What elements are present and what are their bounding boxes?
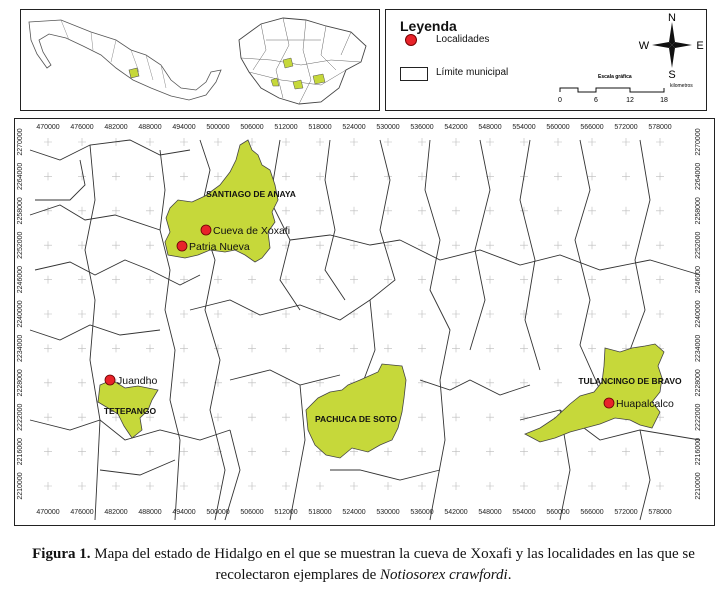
y-tick-label-right: 2270000 xyxy=(695,128,702,156)
grid-cross xyxy=(316,344,324,352)
grid-cross xyxy=(214,310,222,318)
grid-cross xyxy=(112,482,120,490)
grid-cross xyxy=(112,448,120,456)
y-tick-label-left: 2222000 xyxy=(17,403,24,431)
x-tick-label-top: 488000 xyxy=(138,124,162,131)
grid-cross xyxy=(282,172,290,180)
grid-cross xyxy=(520,207,528,215)
grid-cross xyxy=(622,482,630,490)
x-tick-label-top: 530000 xyxy=(376,124,400,131)
grid-cross xyxy=(146,482,154,490)
legend-title: Leyenda xyxy=(400,18,457,34)
grid-cross xyxy=(384,310,392,318)
grid-cross xyxy=(486,138,494,146)
x-tick-label-bottom: 470000 xyxy=(36,509,60,516)
grid-cross xyxy=(588,344,596,352)
grid-cross xyxy=(656,276,664,284)
y-tick-label-right: 2234000 xyxy=(695,334,702,363)
grid-cross xyxy=(452,413,460,421)
grid-cross xyxy=(350,172,358,180)
grid-cross xyxy=(520,276,528,284)
y-tick-label-left: 2210000 xyxy=(17,472,24,500)
grid-cross xyxy=(554,379,562,387)
grid-cross xyxy=(384,138,392,146)
grid-cross xyxy=(588,172,596,180)
x-tick-label-bottom: 524000 xyxy=(342,509,366,516)
grid-cross xyxy=(418,207,426,215)
grid-cross xyxy=(44,344,52,352)
grid-cross xyxy=(112,207,120,215)
grid-cross xyxy=(452,207,460,215)
x-tick-label-top: 518000 xyxy=(308,124,332,131)
label-santiago-de-anaya: SANTIAGO DE ANAYA xyxy=(206,189,296,199)
grid-cross xyxy=(452,344,460,352)
x-tick-label-bottom: 554000 xyxy=(512,509,536,516)
grid-cross xyxy=(282,448,290,456)
grid-cross xyxy=(44,379,52,387)
grid-cross xyxy=(384,276,392,284)
compass-s: S xyxy=(668,69,676,81)
grid-cross xyxy=(520,344,528,352)
grid-cross xyxy=(78,448,86,456)
grid-cross xyxy=(44,448,52,456)
grid-cross xyxy=(418,344,426,352)
x-tick-label-bottom: 494000 xyxy=(172,509,196,516)
grid-cross xyxy=(622,207,630,215)
grid-cross xyxy=(486,207,494,215)
compass-e: E xyxy=(696,40,704,52)
x-tick-label-top: 506000 xyxy=(240,124,264,131)
grid-cross xyxy=(554,344,562,352)
grid-cross xyxy=(316,241,324,249)
x-tick-label-bottom: 482000 xyxy=(104,509,128,516)
grid-cross xyxy=(486,413,494,421)
grid-cross xyxy=(316,276,324,284)
y-tick-label-right: 2222000 xyxy=(695,403,702,431)
x-tick-label-top: 560000 xyxy=(546,124,570,131)
grid-cross xyxy=(486,482,494,490)
x-tick-label-top: 572000 xyxy=(614,124,638,131)
grid-cross xyxy=(146,310,154,318)
grid-cross xyxy=(146,344,154,352)
grid-cross xyxy=(248,379,256,387)
grid-cross xyxy=(180,482,188,490)
grid-cross xyxy=(44,276,52,284)
grid-cross xyxy=(248,413,256,421)
grid-cross xyxy=(44,241,52,249)
grid-cross xyxy=(78,276,86,284)
grid-cross xyxy=(520,482,528,490)
x-tick-label-bottom: 548000 xyxy=(478,509,502,516)
grid-cross xyxy=(554,241,562,249)
grid-cross xyxy=(350,241,358,249)
grid-cross xyxy=(520,138,528,146)
grid-cross xyxy=(146,448,154,456)
grid-cross xyxy=(180,310,188,318)
y-tick-label-left: 2240000 xyxy=(17,300,24,328)
grid-cross xyxy=(622,138,630,146)
x-tick-label-top: 578000 xyxy=(648,124,672,131)
locality-label-juandho: Juandho xyxy=(117,375,158,387)
x-tick-label-bottom: 530000 xyxy=(376,509,400,516)
y-tick-label-left: 2264000 xyxy=(17,162,24,191)
x-tick-label-top: 476000 xyxy=(70,124,94,131)
grid-cross xyxy=(146,276,154,284)
compass-n: N xyxy=(668,12,676,24)
tulancingo-de-bravo-area xyxy=(525,344,664,442)
grid-cross xyxy=(452,448,460,456)
grid-cross xyxy=(520,241,528,249)
legend-localities-label: Localidades xyxy=(436,34,490,45)
scale-tick-18: 18 xyxy=(660,97,668,104)
grid-cross xyxy=(146,207,154,215)
grid-cross xyxy=(214,413,222,421)
x-tick-label-bottom: 518000 xyxy=(308,509,332,516)
locality-marker-huapalcalco xyxy=(604,398,614,408)
x-tick-label-top: 470000 xyxy=(36,124,60,131)
grid-cross xyxy=(486,241,494,249)
grid-cross xyxy=(656,448,664,456)
grid-cross xyxy=(554,310,562,318)
x-tick-label-top: 524000 xyxy=(342,124,366,131)
grid-cross xyxy=(486,310,494,318)
pachuca-de-soto-area xyxy=(306,364,406,458)
grid-cross xyxy=(78,207,86,215)
grid-cross xyxy=(656,482,664,490)
x-tick-label-bottom: 572000 xyxy=(614,509,638,516)
grid-cross xyxy=(384,207,392,215)
grid-cross xyxy=(112,310,120,318)
grid-cross xyxy=(656,138,664,146)
x-tick-label-bottom: 566000 xyxy=(580,509,604,516)
grid-cross xyxy=(78,310,86,318)
grid-cross xyxy=(554,172,562,180)
x-tick-label-top: 554000 xyxy=(512,124,536,131)
grid-cross xyxy=(588,276,596,284)
label-pachuca-de-soto: PACHUCA DE SOTO xyxy=(314,414,398,424)
grid-cross xyxy=(214,344,222,352)
grid-cross xyxy=(180,172,188,180)
grid-cross xyxy=(418,138,426,146)
grid-cross xyxy=(248,448,256,456)
grid-cross xyxy=(146,172,154,180)
grid-cross xyxy=(622,448,630,456)
grid-cross xyxy=(622,172,630,180)
locality-label-patria-nueva: Patria Nueva xyxy=(189,241,250,253)
grid-cross xyxy=(486,276,494,284)
locality-marker-juandho xyxy=(105,375,115,385)
grid-cross xyxy=(78,138,86,146)
grid-cross xyxy=(350,276,358,284)
x-tick-label-top: 566000 xyxy=(580,124,604,131)
scale-tick-0: 0 xyxy=(558,97,562,104)
grid-cross xyxy=(418,413,426,421)
scale-tick-6: 6 xyxy=(594,97,598,104)
grid-cross xyxy=(350,344,358,352)
grid-cross xyxy=(384,482,392,490)
x-tick-label-top: 494000 xyxy=(172,124,196,131)
legend-boundary-label: Límite municipal xyxy=(436,67,509,78)
grid-cross xyxy=(520,448,528,456)
y-axis-left xyxy=(17,128,24,499)
x-axis-top xyxy=(36,124,671,131)
grid-cross xyxy=(316,138,324,146)
x-tick-label-top: 500000 xyxy=(206,124,230,131)
y-tick-label-right: 2246000 xyxy=(695,265,702,294)
x-tick-label-top: 548000 xyxy=(478,124,502,131)
grid-cross xyxy=(452,276,460,284)
grid-cross xyxy=(656,172,664,180)
grid-cross xyxy=(452,482,460,490)
grid-cross xyxy=(622,241,630,249)
grid-cross xyxy=(78,344,86,352)
grid-cross xyxy=(248,276,256,284)
grid-cross xyxy=(146,241,154,249)
grid-cross xyxy=(418,482,426,490)
grid-cross xyxy=(180,448,188,456)
grid-cross xyxy=(350,482,358,490)
caption-label: Figura 1. xyxy=(32,546,91,562)
grid-cross xyxy=(78,482,86,490)
y-tick-label-right: 2228000 xyxy=(695,369,702,397)
x-tick-label-bottom: 560000 xyxy=(546,509,570,516)
scale-tick-12: 12 xyxy=(626,97,634,104)
grid-cross xyxy=(214,276,222,284)
grid-cross xyxy=(588,448,596,456)
label-tulancingo-de-bravo: TULANCINGO DE BRAVO xyxy=(578,376,682,386)
y-tick-label-left: 2270000 xyxy=(17,128,24,156)
grid-cross xyxy=(282,344,290,352)
y-tick-label-right: 2240000 xyxy=(695,300,702,328)
scale-title: Escala gráfica xyxy=(598,74,632,80)
grid-cross xyxy=(44,138,52,146)
grid-cross xyxy=(78,413,86,421)
x-tick-label-bottom: 488000 xyxy=(138,509,162,516)
grid-cross xyxy=(350,207,358,215)
grid-cross xyxy=(350,138,358,146)
grid-cross xyxy=(418,172,426,180)
y-tick-label-left: 2228000 xyxy=(17,369,24,397)
grid-cross xyxy=(180,379,188,387)
grid-cross xyxy=(282,379,290,387)
x-tick-label-bottom: 476000 xyxy=(70,509,94,516)
compass-w: W xyxy=(638,40,650,52)
scale-unit: kilometros xyxy=(670,83,693,89)
municipal-boundaries xyxy=(30,140,700,520)
x-tick-label-top: 536000 xyxy=(410,124,434,131)
grid-cross xyxy=(44,413,52,421)
figure-caption xyxy=(0,544,727,586)
y-tick-label-left: 2252000 xyxy=(17,231,24,259)
grid-cross xyxy=(282,413,290,421)
x-axis-bottom xyxy=(36,509,671,516)
grid-cross xyxy=(214,172,222,180)
y-tick-label-left: 2216000 xyxy=(17,437,24,466)
label-tetepango: TETEPANGO xyxy=(103,406,157,416)
grid-cross xyxy=(282,207,290,215)
y-tick-label-left: 2246000 xyxy=(17,265,24,294)
grid-cross xyxy=(44,310,52,318)
grid-cross xyxy=(44,482,52,490)
locality-label-cueva-de-xoxafi: Cueva de Xoxafi xyxy=(213,225,291,237)
grid-cross xyxy=(554,482,562,490)
grid-cross xyxy=(316,207,324,215)
caption-text: Mapa del estado de Hidalgo en el que se muestran la cueva de Xoxafi y las localidades en las que se recolectaron ejemplares de xyxy=(94,546,695,583)
caption-species: Notiosorex crawfordi xyxy=(380,567,508,583)
grid-cross xyxy=(452,138,460,146)
grid-cross xyxy=(316,172,324,180)
grid-cross xyxy=(656,310,664,318)
grid-cross xyxy=(588,482,596,490)
grid-cross xyxy=(452,310,460,318)
grid-cross xyxy=(248,344,256,352)
grid-cross xyxy=(418,276,426,284)
grid-cross xyxy=(656,207,664,215)
grid-cross xyxy=(588,241,596,249)
x-tick-label-bottom: 512000 xyxy=(274,509,298,516)
grid-cross xyxy=(282,482,290,490)
grid-cross xyxy=(282,276,290,284)
grid-cross xyxy=(418,379,426,387)
grid-cross xyxy=(622,276,630,284)
grid-cross xyxy=(588,138,596,146)
grid-cross xyxy=(146,138,154,146)
grid-cross xyxy=(112,344,120,352)
y-tick-label-left: 2258000 xyxy=(17,197,24,225)
grid-cross xyxy=(588,207,596,215)
grid-cross xyxy=(622,310,630,318)
grid-cross xyxy=(452,172,460,180)
grid-cross xyxy=(78,172,86,180)
grid-cross xyxy=(452,241,460,249)
grid-cross xyxy=(180,413,188,421)
x-tick-label-bottom: 536000 xyxy=(410,509,434,516)
grid-cross xyxy=(418,241,426,249)
grid-cross xyxy=(78,379,86,387)
grid-cross xyxy=(656,241,664,249)
x-tick-label-bottom: 578000 xyxy=(648,509,672,516)
y-tick-label-right: 2252000 xyxy=(695,231,702,259)
x-tick-label-top: 512000 xyxy=(274,124,298,131)
x-tick-label-top: 482000 xyxy=(104,124,128,131)
grid-cross xyxy=(112,172,120,180)
grid-cross xyxy=(44,172,52,180)
y-tick-label-right: 2264000 xyxy=(695,162,702,191)
grid-cross xyxy=(316,482,324,490)
y-tick-label-right: 2258000 xyxy=(695,197,702,225)
grid-cross xyxy=(588,310,596,318)
grid-cross xyxy=(418,310,426,318)
locality-marker-cueva-de-xoxafi xyxy=(201,225,211,235)
x-tick-label-bottom: 506000 xyxy=(240,509,264,516)
grid-cross xyxy=(384,344,392,352)
grid-cross xyxy=(112,276,120,284)
y-tick-label-left: 2234000 xyxy=(17,334,24,363)
y-axis-right xyxy=(695,128,702,499)
grid-cross xyxy=(282,310,290,318)
grid-cross xyxy=(180,138,188,146)
grid-cross xyxy=(248,482,256,490)
grid-cross xyxy=(554,276,562,284)
grid-cross xyxy=(554,207,562,215)
grid-cross xyxy=(384,448,392,456)
grid-cross xyxy=(112,241,120,249)
locality-label-huapalcalco: Huapalcalco xyxy=(616,398,674,410)
x-tick-label-bottom: 542000 xyxy=(444,509,468,516)
x-tick-label-bottom: 500000 xyxy=(206,509,230,516)
grid-cross xyxy=(180,344,188,352)
y-tick-label-right: 2210000 xyxy=(695,472,702,500)
caption-end: . xyxy=(507,567,512,583)
grid-cross xyxy=(554,448,562,456)
locality-marker-patria-nueva xyxy=(177,241,187,251)
grid-cross xyxy=(214,138,222,146)
grid-cross xyxy=(78,241,86,249)
grid-cross xyxy=(486,344,494,352)
grid-cross xyxy=(180,276,188,284)
grid-cross xyxy=(418,448,426,456)
grid-cross xyxy=(554,138,562,146)
grid-cross xyxy=(282,138,290,146)
y-tick-label-right: 2216000 xyxy=(695,437,702,466)
grid-cross xyxy=(486,379,494,387)
grid-cross xyxy=(486,448,494,456)
x-tick-label-top: 542000 xyxy=(444,124,468,131)
